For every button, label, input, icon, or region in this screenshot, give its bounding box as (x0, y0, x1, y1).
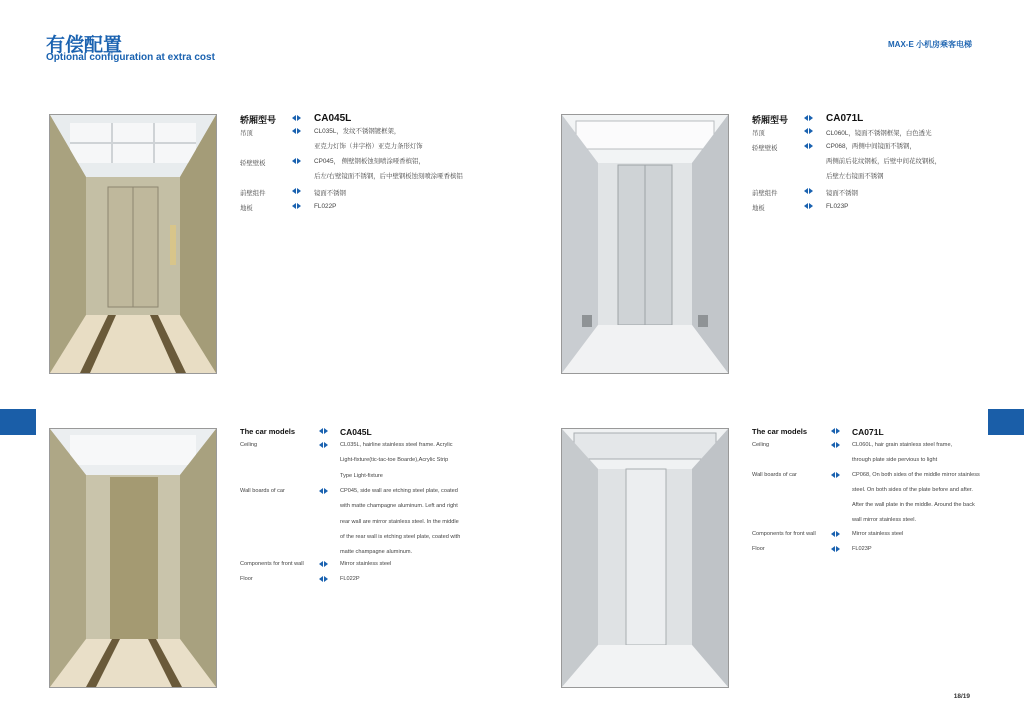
spec-row (752, 531, 1002, 546)
spec-label: 地板 (240, 205, 253, 212)
spec-en-ca045l (240, 427, 510, 597)
spec-label: The car models (240, 427, 296, 436)
arrows-icon (804, 115, 813, 121)
spec-en-ca071l (752, 427, 1002, 562)
arrows-icon (804, 188, 813, 194)
spec-row (240, 203, 520, 218)
spec-label: Ceiling (752, 442, 770, 448)
spec-value: CL035L，发纹不锈钢镀框架， 亚克力灯饰（井字格）亚克力条形灯饰 (314, 128, 423, 150)
arrows-icon (804, 143, 813, 149)
spec-value: CP068, On both sides of the middle mirror stainless steel. On both sides of the plate before and after. After the wall plate in the middle. Around the back wall mirror stainless steel. (852, 472, 980, 523)
spec-value: FL023P (826, 203, 849, 210)
spec-row (240, 576, 510, 591)
arrows-icon (831, 428, 840, 434)
spec-label: Floor (240, 576, 253, 582)
spec-label: Floor (752, 546, 765, 552)
spec-value: Mirror stainless steel (340, 561, 392, 567)
spec-label: 地板 (752, 205, 765, 212)
spec-label: 轿壁壁板 (752, 145, 778, 152)
spec-row (240, 158, 520, 188)
arrows-icon (319, 576, 328, 582)
elevator-photo-ca045l-front (49, 114, 217, 374)
spec-label: 吊顶 (240, 130, 253, 137)
page-subtitle: Optional configuration at extra cost (46, 52, 215, 63)
arrows-icon (292, 158, 301, 164)
arrows-icon (831, 531, 840, 537)
spec-value: 镜面不锈钢 (826, 190, 858, 197)
arrows-icon (292, 188, 301, 194)
arrows-icon (831, 472, 840, 478)
arrows-icon (292, 203, 301, 209)
elevator-photo-ca071l-front (561, 114, 729, 374)
spec-cn-ca045l (240, 113, 520, 223)
spec-row (752, 113, 982, 128)
arrows-icon (831, 546, 840, 552)
spec-label: Wall boards of car (752, 472, 797, 478)
spec-row (752, 188, 982, 203)
spec-value: CA045L (340, 427, 372, 437)
spec-value: CL060L, hair grain stainless steel frame, through plate side pervious to light (852, 442, 953, 463)
spec-row (240, 488, 510, 561)
spec-label: Wall boards of car (240, 488, 285, 494)
arrows-icon (831, 442, 840, 448)
spec-label: Components for front wall (752, 531, 816, 537)
arrows-icon (319, 561, 328, 567)
spec-value: Mirror stainless steel (852, 531, 904, 537)
brand-label: MAX-E 小机房乘客电梯 (888, 40, 972, 49)
spec-row (240, 561, 510, 576)
spec-row (752, 143, 982, 188)
spec-row (752, 203, 982, 218)
spec-row (240, 442, 510, 488)
spec-label: The car models (752, 427, 808, 436)
spec-row (752, 472, 1002, 531)
page-title: 有偿配置 (46, 34, 123, 56)
spec-value: CL035L, hairline stainless steel frame. Acrylic Light-fixture(tic-tac-toe Boarde),Acrylic Strip Type Light-fixture (340, 442, 453, 479)
page-number: 18/19 (953, 693, 970, 700)
spec-value: CP068，两侧中间镜面不锈钢， 两侧前后花纹钢板，后壁中间花纹钢板， 后壁左右镜面不锈钢 (826, 143, 942, 180)
arrows-icon (804, 203, 813, 209)
spec-value: CP045， 侧壁钢板蚀刻喷涂哑香槟铝， 后左/右壁镜面不锈钢，后中壁钢板蚀刻喷涂哑香槟铝 (314, 158, 463, 180)
arrows-icon (804, 128, 813, 134)
arrows-icon (292, 115, 301, 121)
side-tab-left (0, 409, 36, 435)
spec-row (752, 546, 1002, 561)
elevator-photo-ca045l-rear (49, 428, 217, 688)
spec-value: CA071L (826, 113, 864, 124)
spec-label: Ceiling (240, 442, 258, 448)
spec-value: FL022P (340, 576, 360, 582)
arrows-icon (319, 442, 328, 448)
spec-value: FL022P (314, 203, 337, 210)
spec-row (240, 188, 520, 203)
spec-label: 前壁组件 (240, 190, 266, 197)
spec-value: FL023P (852, 546, 872, 552)
arrows-icon (292, 128, 301, 134)
elevator-photo-ca071l-rear (561, 428, 729, 688)
spec-label: Components for front wall (240, 561, 304, 567)
arrows-icon (319, 488, 328, 494)
spec-value: CL060L，镜面不锈钢框架，白色透光 (826, 130, 932, 137)
spec-label: 前壁组件 (752, 190, 778, 197)
spec-value: CA071L (852, 427, 884, 437)
spec-value: CP045, side wall are etching steel plate, coated with matte champagne aluminum. Left and right rear wall are mirror stainless steel. In the middle of the rear wall is etching steel plate, coated with matte champagne aluminum. (340, 488, 461, 556)
spec-label: 轿厢型号 (240, 115, 277, 125)
spec-label: 轿壁壁板 (240, 160, 266, 167)
spec-label: 轿厢型号 (752, 115, 789, 125)
spec-cn-ca071l (752, 113, 982, 223)
spec-value: 镜面不锈钢 (314, 190, 346, 197)
spec-value: CA045L (314, 113, 352, 124)
spec-label: 吊顶 (752, 130, 765, 137)
arrows-icon (319, 428, 328, 434)
